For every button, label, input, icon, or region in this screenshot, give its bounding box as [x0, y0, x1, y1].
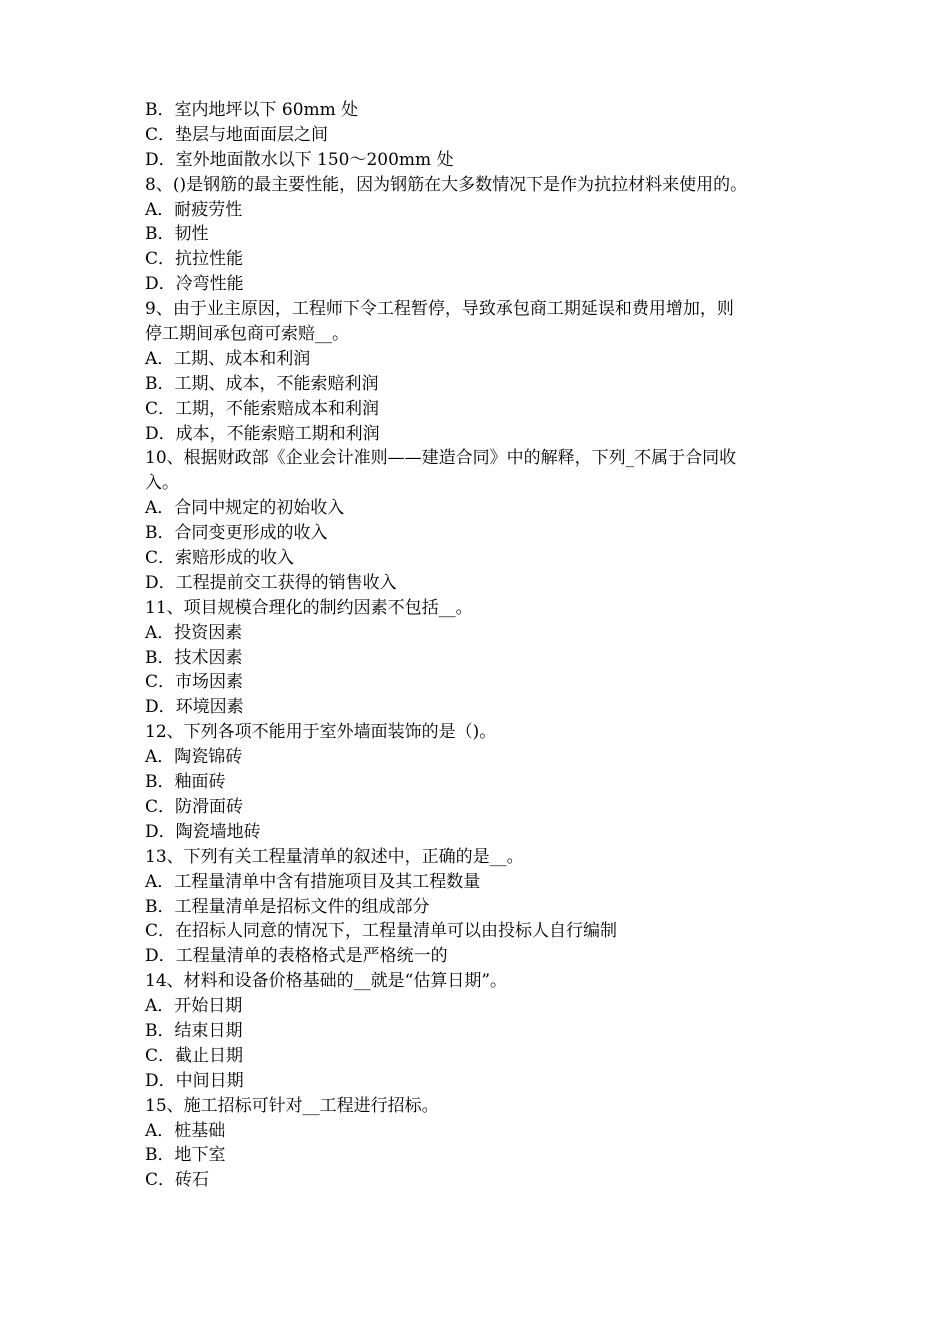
text-line: A．桩基础 [145, 1120, 226, 1141]
text-line: B．韧性 [145, 224, 209, 245]
text-line: B．合同变更形成的收入 [145, 523, 328, 544]
text-line: 9、由于业主原因，工程师下令工程暂停，导致承包商工期延误和费用增加，则 [145, 299, 734, 320]
text-line: A．陶瓷锦砖 [145, 747, 243, 768]
text-line: 12、下列各项不能用于室外墙面装饰的是（)。 [145, 722, 497, 743]
text-line: B．地下室 [145, 1145, 226, 1166]
text-line: C．防滑面砖 [145, 796, 244, 817]
text-line: A．耐疲劳性 [145, 199, 243, 220]
document-page [145, 98, 815, 1193]
text-line: D．陶瓷墙地砖 [145, 821, 261, 842]
text-line: B．工程量清单是招标文件的组成部分 [145, 896, 430, 917]
text-line: A．工期、成本和利润 [145, 348, 311, 369]
text-line: A．开始日期 [145, 996, 243, 1017]
text-line: C．砖石 [145, 1170, 210, 1191]
text-line: C．市场因素 [145, 672, 244, 693]
text-line: D．冷弯性能 [145, 274, 244, 295]
text-line: B．釉面砖 [145, 772, 226, 793]
text-line: 停工期间承包商可索赔__。 [145, 324, 349, 345]
text-line: 10、根据财政部《企业会计准则——建造合同》中的解释，下列_不属于合同收 [145, 448, 737, 469]
text-line: B．技术因素 [145, 647, 243, 668]
text-line: 14、材料和设备价格基础的__就是“估算日期”。 [145, 971, 508, 992]
text-line: D．成本，不能索赔工期和利润 [145, 423, 380, 444]
text-line: 入。 [145, 473, 179, 494]
text-line: C．在招标人同意的情况下，工程量清单可以由投标人自行编制 [145, 921, 618, 942]
text-line: B．室内地坪以下 60mm 处 [145, 100, 359, 120]
text-line: A．工程量清单中含有措施项目及其工程数量 [145, 871, 481, 892]
text-line: B．工期、成本，不能索赔利润 [145, 373, 379, 394]
text-line: 15、施工招标可针对__工程进行招标。 [145, 1095, 439, 1116]
text-line: D．环境因素 [145, 697, 244, 718]
text-line: C．索赔形成的收入 [145, 548, 295, 569]
text-line: A．投资因素 [145, 622, 243, 643]
text-line: C．工期，不能索赔成本和利润 [145, 398, 380, 419]
text-line: 8、()是钢筋的最主要性能，因为钢筋在大多数情况下是作为抗拉材料来使用的。 [145, 174, 748, 195]
text-line: 11、项目规模合理化的制约因素不包括__。 [145, 597, 473, 618]
text-line: A．合同中规定的初始收入 [145, 498, 345, 519]
text-line: D．工程提前交工获得的销售收入 [145, 572, 397, 593]
text-line: C．截止日期 [145, 1045, 244, 1066]
text-line: D．中间日期 [145, 1070, 244, 1091]
text-line: 13、下列有关工程量清单的叙述中，正确的是__。 [145, 846, 524, 867]
text-line: C．垫层与地面面层之间 [145, 124, 329, 145]
text-line: C．抗拉性能 [145, 249, 244, 270]
text-line: D．工程量清单的表格格式是严格统一的 [145, 946, 448, 967]
text-line: B．结束日期 [145, 1020, 243, 1041]
text-line: D．室外地面散水以下 150～200mm 处 [145, 149, 454, 170]
